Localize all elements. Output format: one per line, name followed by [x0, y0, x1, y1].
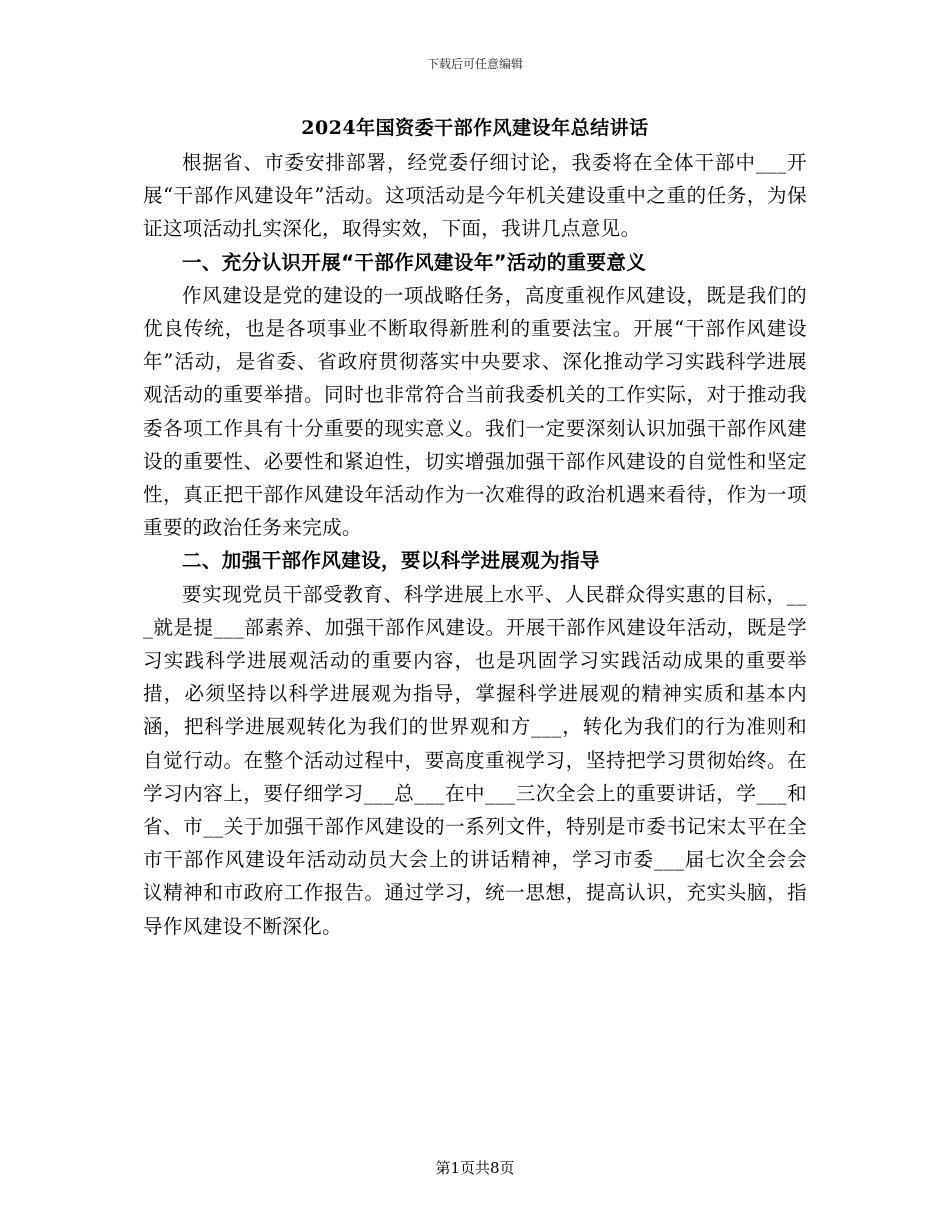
intro-paragraph: 根据省、市委安排部署，经党委仔细讨论，我委将在全体干部中___开展“干部作风建设年”活动。这项活动是今年机关建设重中之重的任务，为保证这项活动扎实深化，取得实效，下面，我讲几点意见。 [143, 151, 807, 241]
document-body [143, 116, 807, 943]
document-title: 2024年国资委干部作风建设年总结讲话 [301, 117, 649, 139]
section-2-paragraph: 要实现党员干部受教育、科学进展上水平、人民群众得实惠的目标，___就是提___部素养、加强干部作风建设。开展干部作风建设年活动，既是学习实践科学进展观活动的重要内容，也是巩固学习实践活动成果的重要举措，必须坚持以科学进展观为指导，掌握科学进展观的精神实质和基本内涵，把科学进展观转化为我们的世界观和方___，转化为我们的行为准则和自觉行动。在整个活动过程中，要高度重视学习，坚持把学习贯彻始终。在学习内容上，要仔细学习___总___在中___三次全会上的重要讲话，学___和省、市__关于加强干部作风建设的一系列文件，特别是市委书记宋太平在全市干部作风建设年活动动员大会上的讲话精神，学习市委___届七次全会会议精神和市政府工作报告。通过学习，统一思想，提高认识，充实头脑，指导作风建设不断深化。 [143, 582, 807, 938]
section-1-paragraph: 作风建设是党的建设的一项战略任务，高度重视作风建设，既是我们的优良传统，也是各项事业不断取得新胜利的重要法宝。开展“干部作风建设年”活动，是省委、省政府贯彻落实中央要求、深化推动学习实践科学进展观活动的重要举措。同时也非常符合当前我委机关的工作实际，对于推动我委各项工作具有十分重要的现实意义。我们一定要深刻认识加强干部作风建设的重要性、必要性和紧迫性，切实增强加强干部作风建设的自觉性和坚定性，真正把干部作风建设年活动作为一次难得的政治机遇来看待，作为一项重要的政治任务来完成。 [143, 283, 807, 540]
page-number: 第1页共8页 [435, 1159, 515, 1177]
section-1-heading: 一、充分认识开展“干部作风建设年”活动的重要意义 [182, 250, 647, 274]
header-note: 下载后可任意编辑 [426, 57, 523, 71]
section-2-heading: 二、加强干部作风建设，要以科学进展观为指导 [182, 549, 600, 573]
